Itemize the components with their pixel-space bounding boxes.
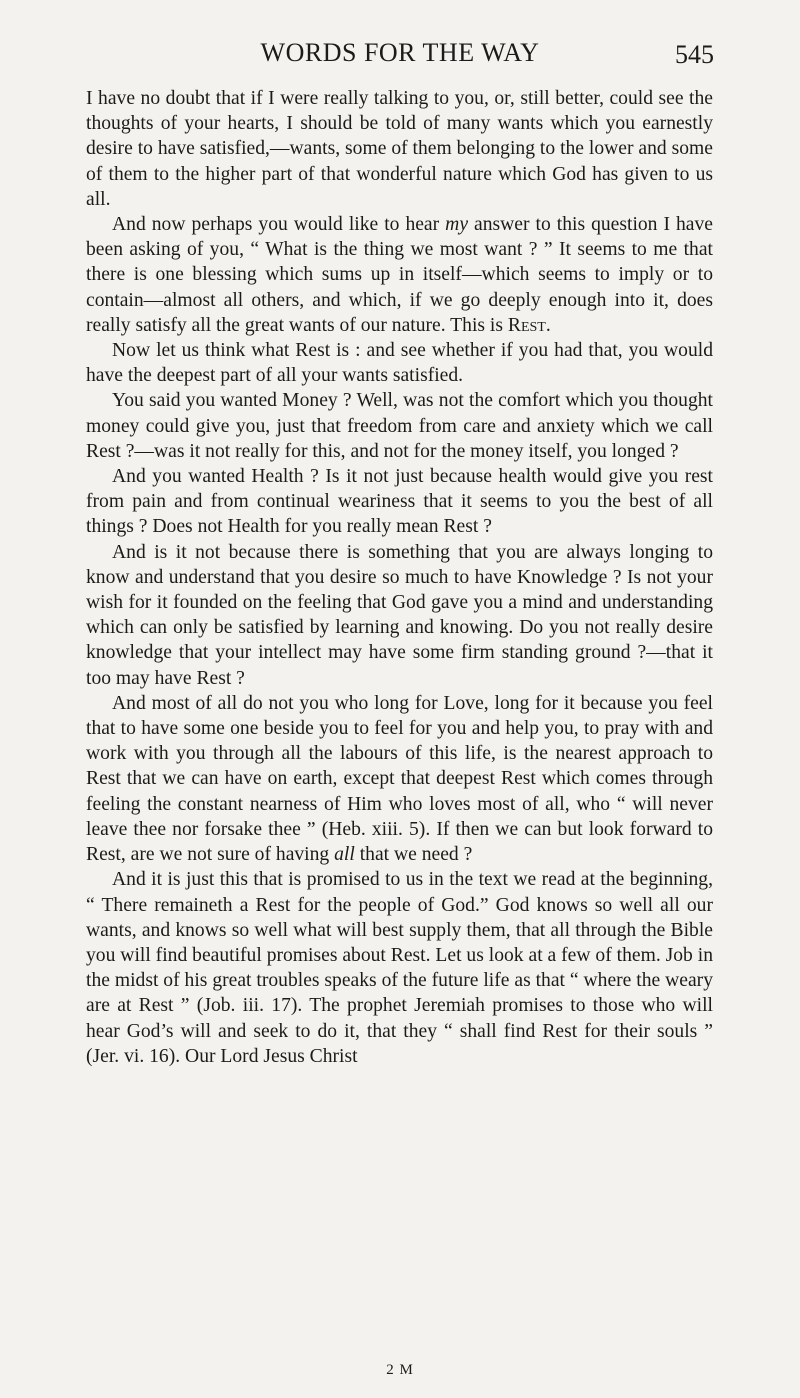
body-text <box>86 86 713 1069</box>
paragraph-text: And is it not because there is something that you are always longing to know and understand that you desire so much to have Knowledge ? Is not your wish for it founded on the feeling that God gave you a mind and understanding which can only be satisfied by learning and knowing. Do you not really desire knowledge that your intellect may have some firm standing ground ?—that it too may have Rest ? <box>86 541 713 689</box>
paragraph-text: . <box>545 314 551 336</box>
paragraph-text: that we need ? <box>354 844 473 866</box>
paragraph-8 <box>86 867 713 1069</box>
paragraph-text: You said you wanted Money ? Well, was not the comfort which you thought money could give you, just that freedom from care and anxiety which we call Rest ?—was it not really for this, and not for the money itself, you longed ? <box>86 390 713 462</box>
emphasis-all: all <box>334 844 355 866</box>
paragraph-6 <box>86 540 713 691</box>
paragraph-text: And it is just this that is promised to us in the text we read at the beginning, “ There remaineth a Rest for the people of God.” God knows so well all our wants, and knows so well what will best supply them, that all through the Bible you will find beautiful promises about Rest. Let us look at a few of them. Job in the midst of his great troubles speaks of the future life as that “ where the weary are at Rest ” (Job. iii. 17). The prophet Jeremiah promises to those who will hear God’s will and seek to do it, that they “ shall find Rest for their souls ” (Jer. vi. 16). Our Lord Jesus Christ <box>86 869 713 1067</box>
running-title: WORDS FOR THE WAY <box>260 38 540 67</box>
paragraph-text: And you wanted Health ? Is it not just because health would give you rest from pain and from continual weariness that it seems to you the best of all things ? Does not Health for you really mean Rest ? <box>86 466 713 538</box>
paragraph-2 <box>86 212 713 338</box>
paragraph-text: And now perhaps you would like to hear <box>112 214 446 236</box>
paragraph-3 <box>86 338 713 388</box>
small-caps-rest: Rest <box>507 314 546 336</box>
signature-mark: 2 M <box>386 1362 414 1378</box>
page-number: 545 <box>675 40 714 69</box>
paragraph-text: Now let us think what Rest is : and see whether if you had that, you would have the deepest part of all your wants satisfied. <box>86 340 713 387</box>
paragraph-1 <box>86 86 713 212</box>
paragraph-text: I have no doubt that if I were really talking to you, or, still better, could see the thoughts of your hearts, I should be told of many wants which you earnestly desire to have satisfied,—wants, some of them belonging to the lower and some of them to the higher part of that wonderful nature which God has given to us all. <box>86 88 713 210</box>
emphasis-my: my <box>445 214 469 236</box>
paragraph-text: answer to this question I have been asking of you, “ What is the thing we most want ? ” It seems to me that there is one blessing which sums up in itself—which seems to imply or to contain—almost all others, and which, if we go deeply enough into it, does really satisfy all the great wants of our nature. This is <box>86 214 714 336</box>
page-header <box>0 38 800 72</box>
paragraph-7 <box>86 691 713 867</box>
paragraph-5 <box>86 464 713 540</box>
paragraph-4 <box>86 388 713 464</box>
paragraph-text: And most of all do not you who long for Love, long for it because you feel that to have some one beside you to feel for you and help you, to pray with and work with you through all the labours of this life, is the nearest approach to Rest that we can have on earth, except that deepest Rest which comes through feeling the constant nearness of Him who loves most of all, who “ will never leave thee nor forsake thee ” (Heb. xiii. 5). If then we can but look forward to Rest, are we not sure of having <box>86 692 713 866</box>
